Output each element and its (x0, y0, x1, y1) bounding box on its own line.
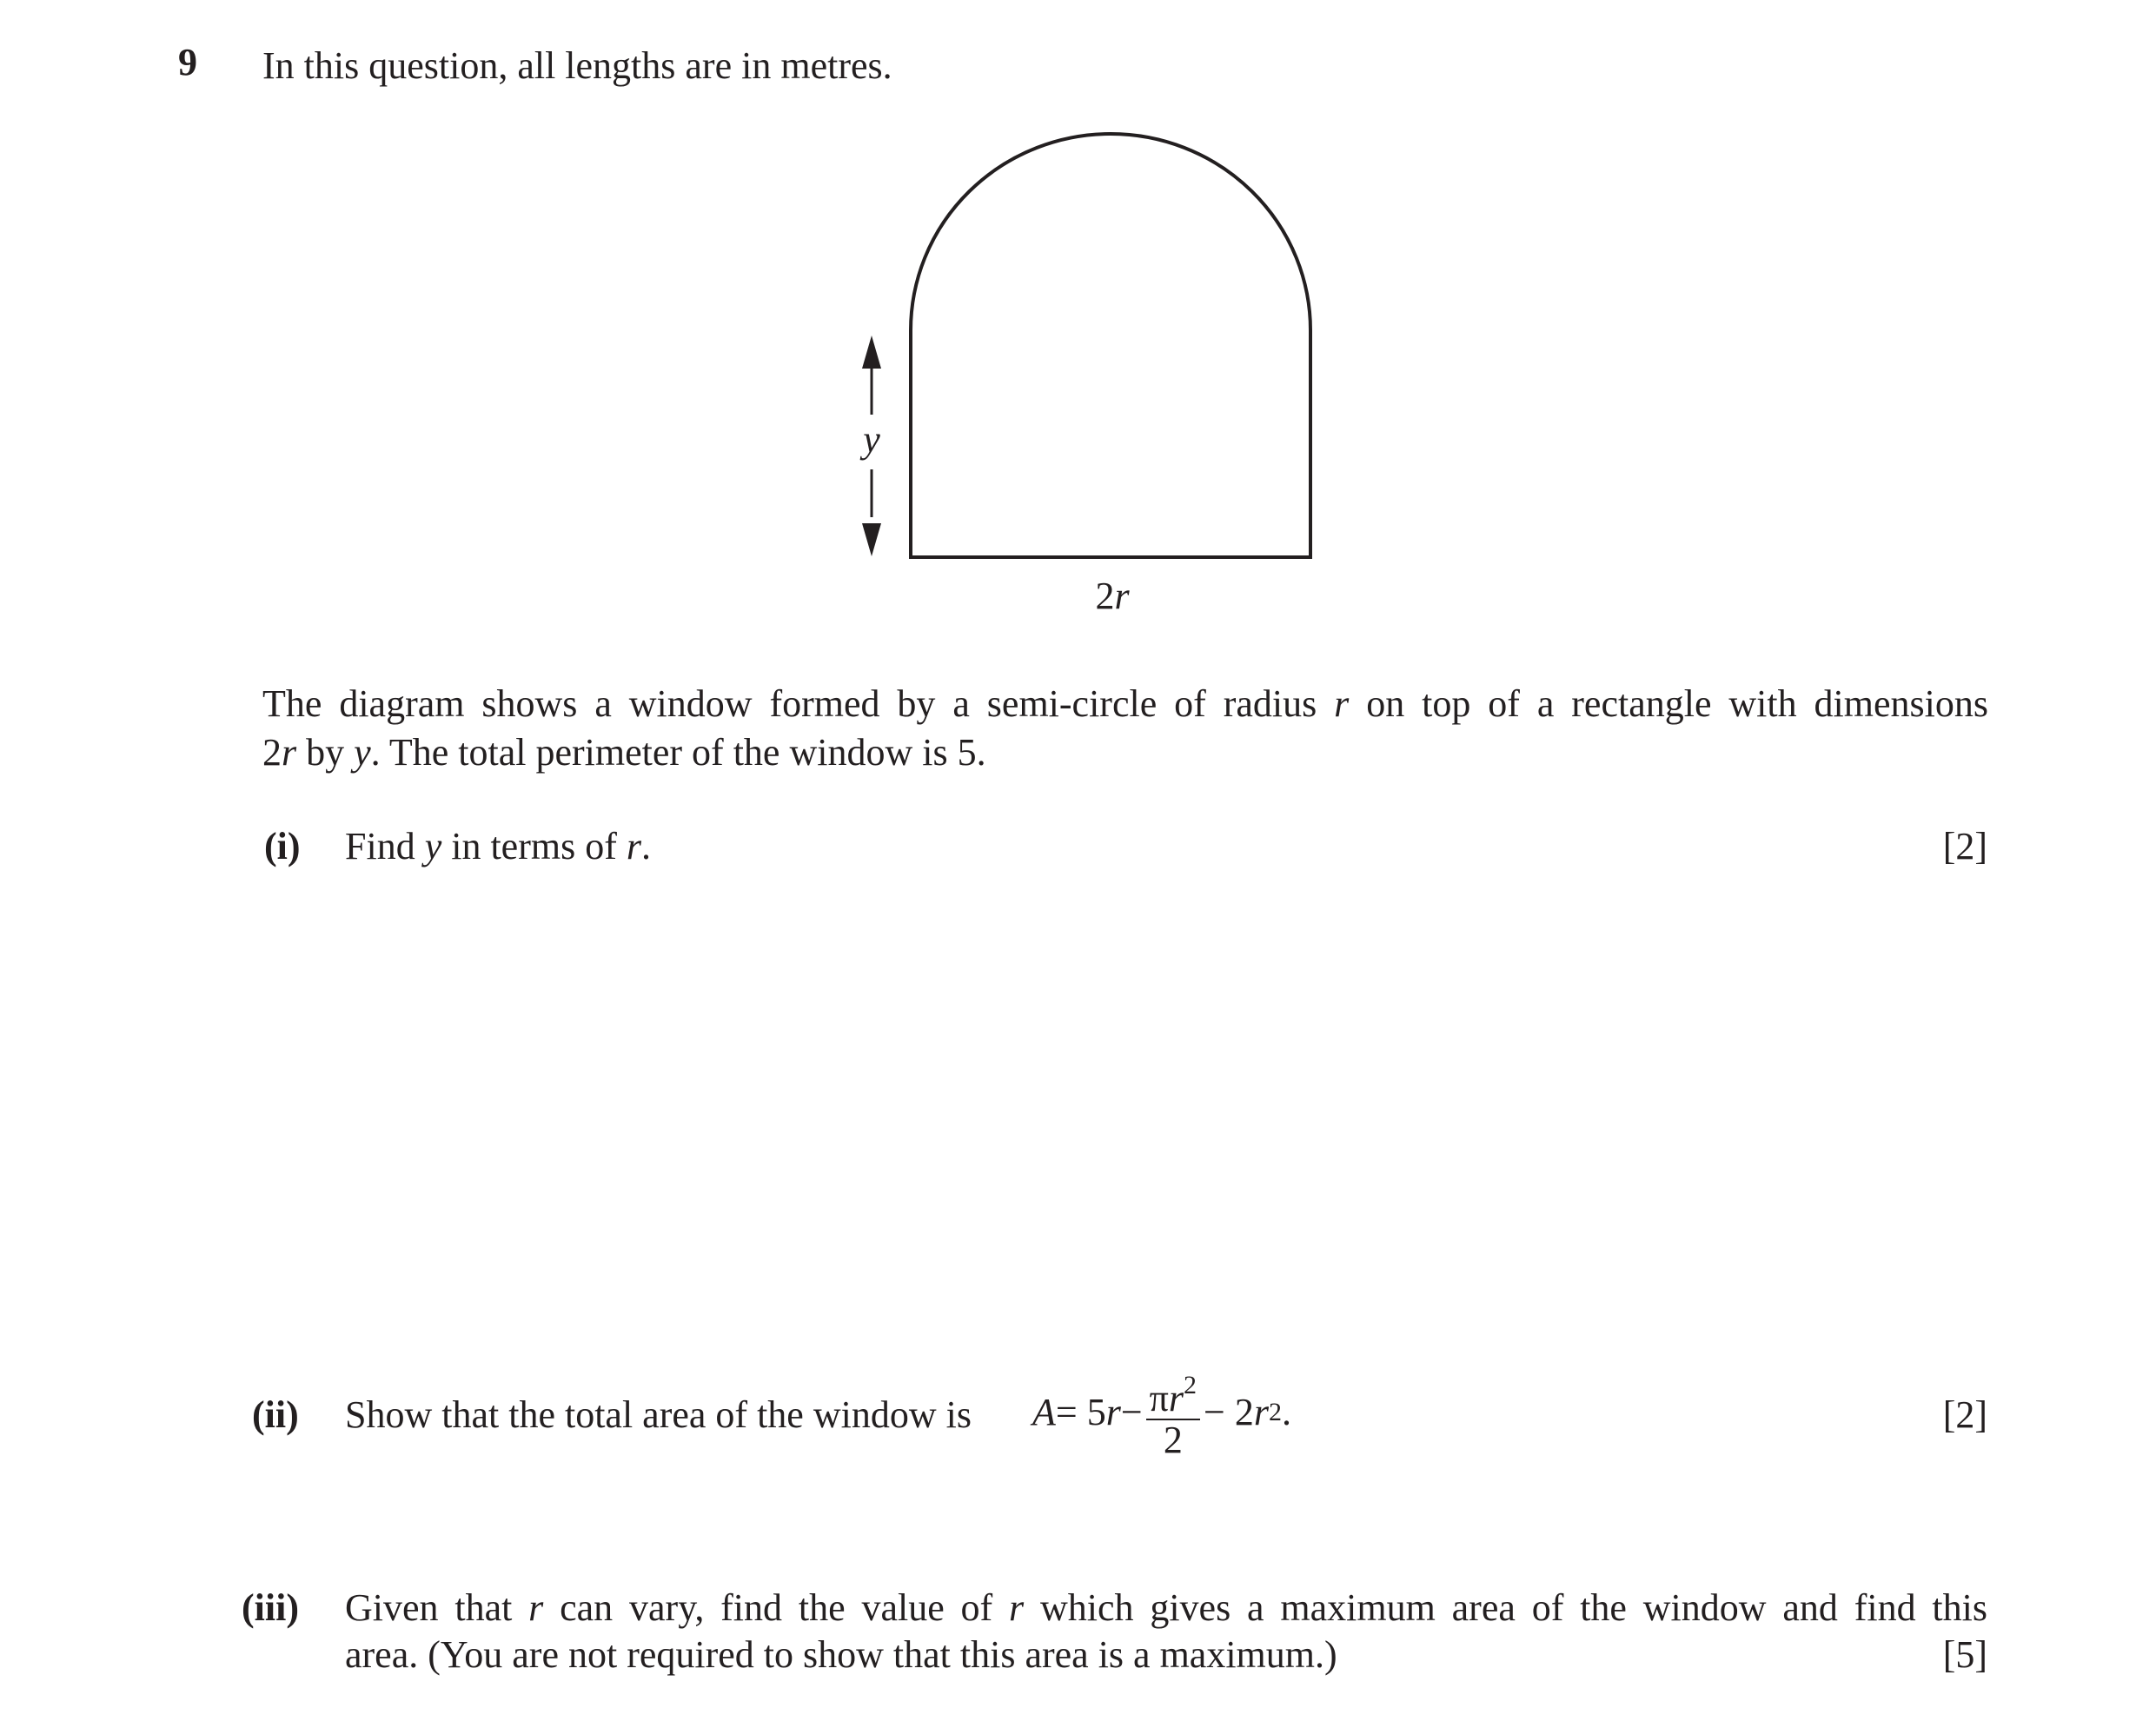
width-label-variable: r (1114, 575, 1130, 617)
part-i-label: (i) (264, 825, 301, 867)
radius-variable: r (1334, 682, 1350, 725)
area-fraction: $\frac{\pi r^2}{2}$ (1146, 1366, 1200, 1460)
part-i-marks: [2] (1942, 825, 1987, 867)
width-label-coefficient: 2 (1095, 575, 1115, 617)
part-iii-text-line-1: Given that r can vary, find the value of r which gives a maximum area of the window and find this (345, 1586, 1988, 1629)
part-iii-marks: [5] (1942, 1633, 1987, 1676)
part-ii-marks: [2] (1942, 1393, 1987, 1436)
part-iii-label: (iii) (242, 1586, 299, 1629)
window-diagram (817, 122, 1373, 626)
part-ii-text: Show that the total area of the window is (345, 1393, 972, 1436)
description-line-1 (262, 680, 1988, 728)
part-i-text: Find y in terms of r. (345, 825, 651, 867)
area-formula: A = 5 r − $\frac{\pi r^2}{2}$ − 2 r 2 . (1032, 1360, 1291, 1465)
height-label: y (863, 418, 880, 461)
part-iii-text-line-2: area. (You are not required to show that this area is a maximum.) (345, 1633, 1337, 1676)
description-text: The diagram shows a window formed by a semi-circle of radius (262, 682, 1335, 725)
part-ii-label: (ii) (252, 1393, 299, 1436)
width-label (1095, 575, 1130, 617)
question-number: 9 (178, 41, 197, 83)
description-text: on top of a rectangle with dimensions (1349, 682, 1988, 725)
window-outline (911, 134, 1310, 557)
question-intro: In this question, all lengths are in metres. (262, 44, 892, 87)
description-line-2: 2r by y. The total perimeter of the window is 5. (262, 731, 986, 774)
